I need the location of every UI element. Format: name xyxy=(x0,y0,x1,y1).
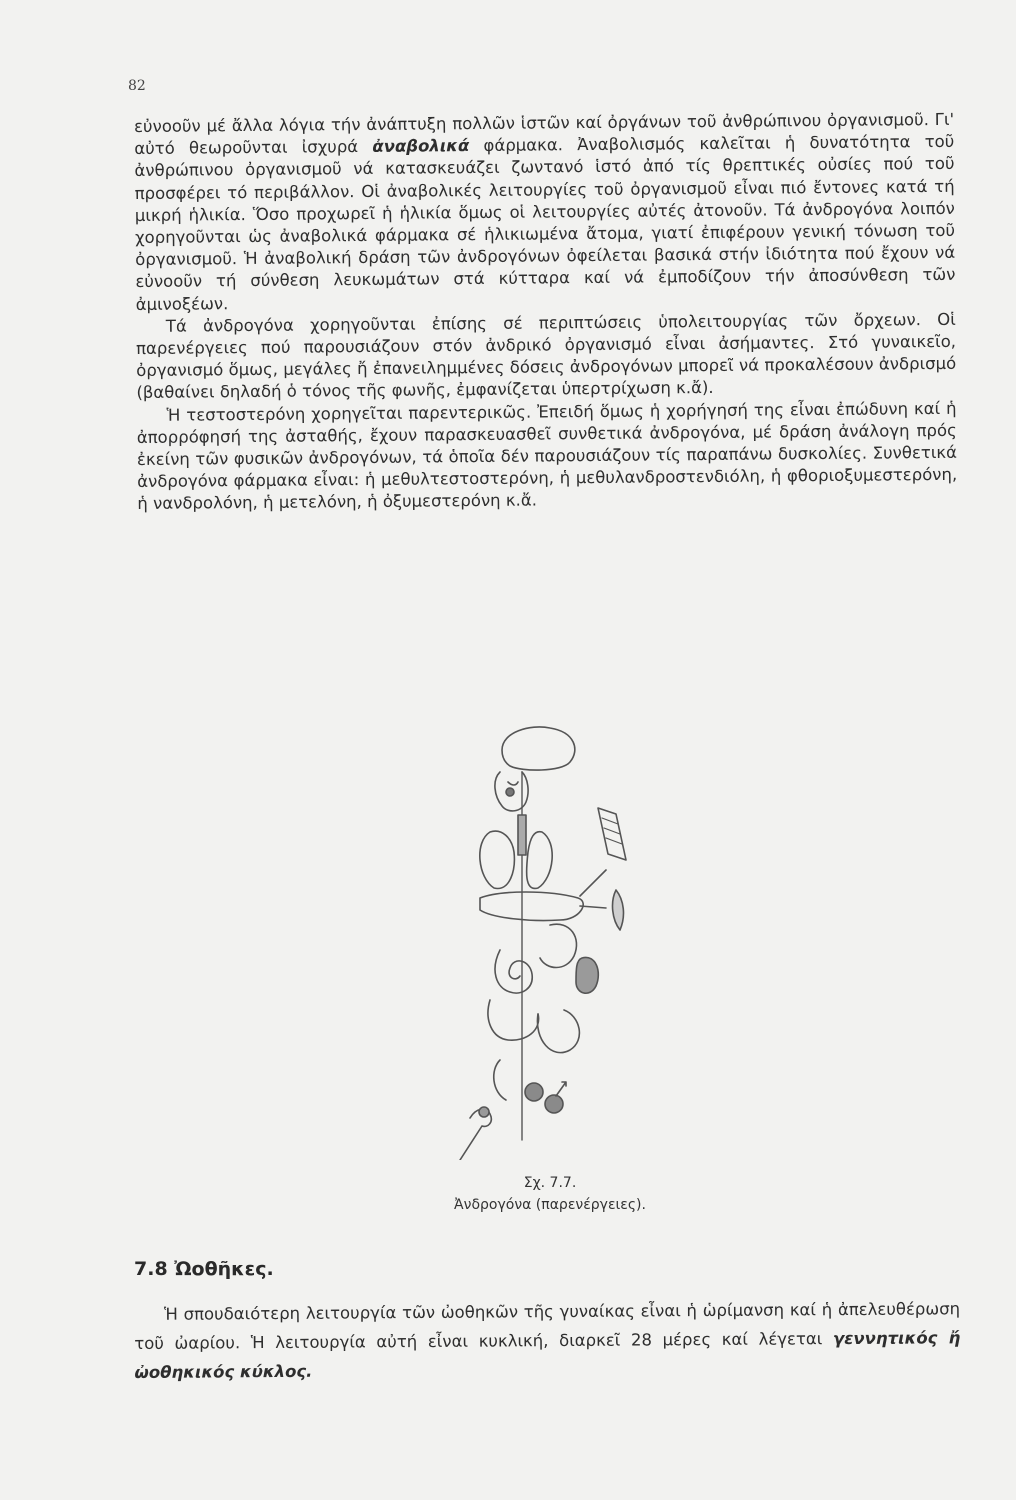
section-paragraph xyxy=(134,1294,961,1387)
muscle-shape xyxy=(613,890,624,930)
paragraph-1-text-a: εὐνοοῦν μέ ἄλλα λόγια τήν ἀνάπτυξη πολλῶν ἱστῶν καί ὀργάνων τοῦ ἀνθρώπινου ὀργανισμοῦ. Γι' αὐτό θεωροῦνται ἰσχυρά xyxy=(134,109,955,159)
androgens-figure xyxy=(430,720,670,1160)
body-text xyxy=(134,109,957,516)
anatomy-illustration xyxy=(430,720,670,1160)
term-ovarian-cycle: γεννητικός ἤ ὠοθηκικός κύκλος. xyxy=(134,1328,961,1382)
section-heading: 7.8 Ὠοθῆκες. xyxy=(134,1258,274,1280)
paragraph-1 xyxy=(134,109,956,316)
section-text xyxy=(134,1294,961,1387)
paragraph-3: Ἡ τεστοστερόνη χορηγεῖται παρεντερικῶς. Ἐπειδή ὅμως ἡ χορήγησή της εἶναι ἐπώδυνη καί ἡ ἀπορρόφησή της ἀσταθής, ἔχουν παρασκευασθεῖ συνθετικά ἀνδρογόνα, μέ δράση ἀνάλογη πρός ἐκείνη τῶν φυσικῶν ἀνδρογόνων, τά ὁποῖα δέν παρουσιάζουν τίς παραπάνω δυσκολίες. Συνθετικά ἀνδρογόνα φάρμακα εἶναι: ἡ μεθυλτεστοστερόνη, ἡ μεθυλανδροστενδιόλη, ἡ φθοριοξυμεστερόνη, ἡ νανδρολόνη, ἡ μετελόνη, ἡ ὀξυμεστερόνη κ.ἄ. xyxy=(136,398,958,514)
term-anabolic: ἀναβολικά xyxy=(372,136,470,157)
gonad-right xyxy=(545,1095,563,1113)
page-number: 82 xyxy=(128,78,146,94)
gonad-left xyxy=(525,1083,543,1101)
figure-caption-text: Ἀνδρογόνα (παρενέργειες). xyxy=(454,1197,646,1213)
figure-number: Σχ. 7.7. xyxy=(523,1175,577,1191)
section-text-a: Ἡ σπουδαιότερη λειτουργία τῶν ὠοθηκῶν τῆς γυναίκας εἶναι ἡ ὡρίμανση καί ἡ ἀπελευθέρωση τοῦ ὠαρίου. Ἡ λειτουργία αὐτή εἶναι κυκλική, διαρκεῖ 28 μέρες καί λέγεται xyxy=(134,1299,961,1353)
brain-shape xyxy=(502,727,575,770)
skin-patch xyxy=(598,808,626,860)
figure-caption xyxy=(400,1172,700,1216)
paragraph-2: Τά ἀνδρογόνα χορηγοῦνται ἐπίσης σέ περιπτώσεις ὑπολειτουργίας τῶν ὄρχεων. Οἱ παρενέργειες πού παρουσιάζουν στόν ἀνδρικό ὀργανισμό εἶναι ἀσήμαντες. Στό γυναικεῖο, ὀργανισμό ὅμως, μεγάλες ἤ ἐπανειλημμένες δόσεις ἀνδρογόνων μπορεῖ νά προκαλέσουν ἀνδρισμό (βαθαίνει δηλαδή ὁ τόνος τῆς φωνῆς, ἐμφανίζεται ὑπερτρίχωση κ.ἄ). xyxy=(135,309,957,403)
intestine-loops xyxy=(495,950,532,993)
kidney-shape xyxy=(576,957,598,993)
liver-shape xyxy=(480,892,583,921)
stomach-shape xyxy=(540,924,577,967)
lungs-shape xyxy=(480,831,515,888)
pelvis-shape xyxy=(494,1060,506,1100)
trachea xyxy=(518,815,526,855)
paragraph-1-text-b: φάρμακα. Ἀναβολισμός καλεῖται ἡ δυνατότητα τοῦ ἀνθρώπινου ὀργανισμοῦ νά κατασκευάζει ζωντανό ἱστό ἀπό τίς θρεπτικές οὐσίες πού τοῦ προσφέρει τό περιβάλλον. Οἱ ἀναβολικές λειτουργίες τοῦ ὀργανισμοῦ εἶναι πιό ἔντονες κατά τή μικρή ἡλικία. Ὅσο προχωρεῖ ἡ ἡλικία ὅμως οἱ λειτουργίες αὐτές ἀτονοῦν. Τά ἀνδρογόνα λοιπόν χορηγοῦνται ὡς ἀναβολικά φάρμακα σέ ἡλικιωμένα ἄτομα, γιατί ἐπιφέρουν γενική τόνωση τοῦ ὀργανισμοῦ. Ἡ ἀναβολική δράση τῶν ἀνδρογόνων ὀφείλεται βασικά στήν ἰδιότητα πού ἔχουν νά εὐνοοῦν τή σύνθεση λευκωμάτων στά κύτταρα καί νά ἐμποδίζουν τήν ἀποσύνθεση τῶν ἀμινοξέων. xyxy=(134,132,956,314)
